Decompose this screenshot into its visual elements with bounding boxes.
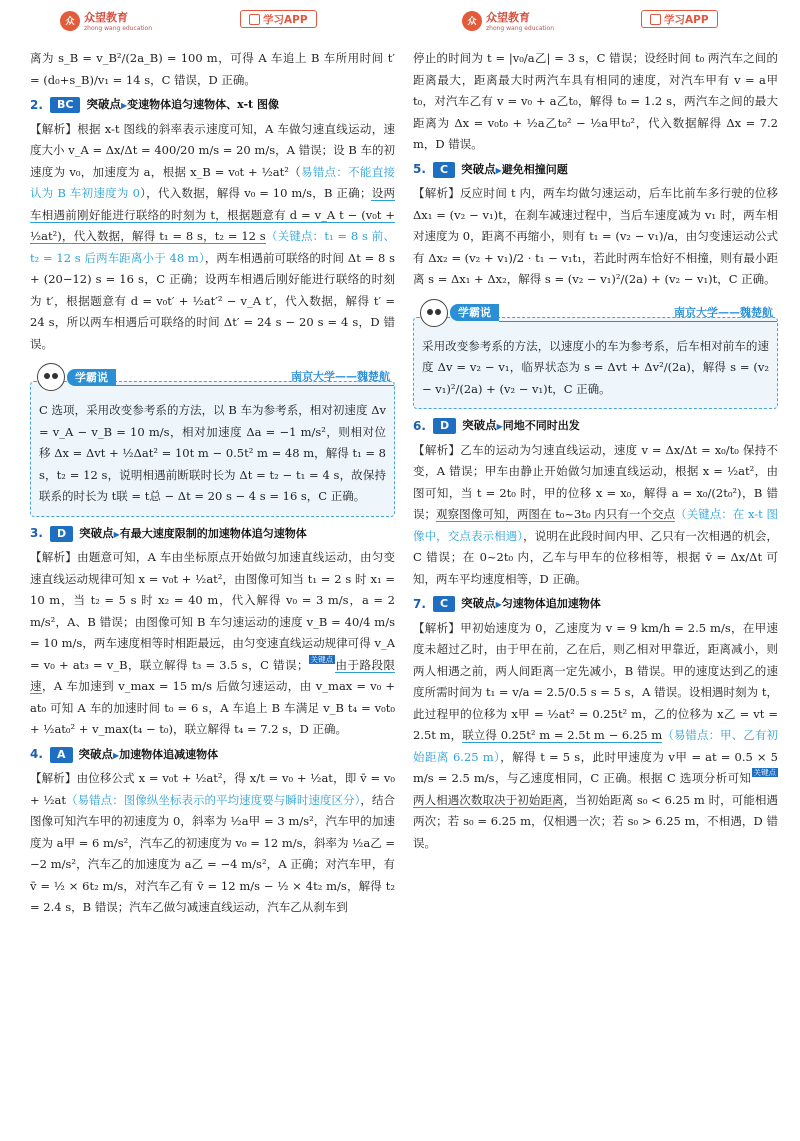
q6-keypoint: （关键点：在 x-t 图像中，交点表示相遇）: [413, 507, 778, 543]
q3-answer-badge: D: [50, 526, 73, 542]
arrow-icon: ▶: [113, 529, 120, 539]
q4-topic: 加速物体追减速物体: [119, 747, 219, 761]
q5-number: 5.: [413, 162, 426, 176]
q2-topic-label: 突破点: [86, 97, 121, 111]
xueba-text: C 选项，采用改变参考系的方法，以 B 车为参考系，相对初速度 Δv = v_A − v_B = 10 m/s，相对加速度 Δa = −1 m/s²，则相对位移 Δx = Δvt + ½Δat² = 10t m − 0.5t² m = 48 m，解得 t₁ = 8 s，t₂ = 12 s，说明相遇前断联时长为 Δt = t₂ − t₁ = 4 s，故保持联系的时长为 t联 = t总 − Δt = 20 s − 4 s = 16 s，C 正确。: [39, 403, 386, 503]
q2-topic: 变速物体追匀速物体、x-t 图像: [127, 98, 279, 111]
q4-analysis: [30, 768, 395, 919]
q5-answer-badge: C: [433, 162, 455, 178]
q3-topic: 有最大速度限制的加速物体追匀速物体: [119, 526, 307, 540]
q6-header: [413, 415, 778, 438]
q5-topic: 避免相撞问题: [501, 162, 568, 176]
app-icon: [249, 14, 260, 25]
q3-number: 3.: [30, 526, 43, 540]
q6-topic-label: 突破点: [462, 418, 497, 432]
q3-header: [30, 523, 395, 546]
q7-answer-badge: C: [433, 596, 455, 612]
xueba-box-header: [37, 364, 394, 390]
q7-text-a: 【解析】甲初始速度为 0，乙速度为 v = 9 km/h = 2.5 m/s，在甲速度未超过乙时，由于甲在前，乙在后，则乙相对甲靠近，距离减小，则两人相遇之前，两人间距离一定先减小，B 错误。甲的速度达到乙的速度所需时间为 t₁ = v/a = 2.5/0.5 s = 5 s，A 错误。设相遇时刻为 t，此过程甲的位移为 x甲 = ½at² = 0.25t² m，乙的位移为 x乙 = vt = 2.5t m，: [413, 620, 778, 742]
q6-topic: 同地不同时出发: [502, 419, 580, 432]
q6-text-a: 【解析】乙车的运动为匀速直线运动，速度 v = Δx/Δt = x₀/t₀ 保持不变，A 错误；甲车由静止开始做匀加速直线运动，根据 x = ½at²，由图可知，当 t = 2t₀ 时，甲的位移 x = x₀，解得 a = x₀/(2t₀²)，B 错误；: [413, 442, 778, 521]
owl-mascot-icon: [420, 299, 448, 327]
q4-answer-badge: A: [50, 747, 73, 763]
q2-text-c: ，两车相遇前可联络的时间 Δt = 8 s + (20−12) s = 16 s，C 正确；设两车相遇后刚好能进行联络的时刻为 t′，根据题意有 d = v₀t′ + ½at′² − v_A t′，代入数据，解得 t′ = 24 s，所以两车相遇后可联络的时间 Δt′ = 24 s − 20 s = 4 s，D 错误。: [30, 250, 396, 351]
q6-underline: 观察图像可知，两图在 t₀~3t₀ 内只有一个交点: [436, 507, 676, 521]
brand-sub: zhong wang education: [84, 25, 153, 32]
xueba-title: 学霸说: [450, 304, 499, 321]
app-badge[interactable]: [240, 10, 317, 28]
q4-number: 4.: [30, 747, 43, 761]
xueba-box-1: [30, 370, 395, 517]
xueba-source: 南京大学——魏楚航: [499, 304, 777, 322]
q5-analysis: 【解析】反应时间 t 内，两车均做匀速运动，后车比前车多行驶的位移 Δx₁ = (v₂ − v₁)t，在刹车减速过程中，当后车速度减为 v₁ 时，两车相对速度为 0，距离不再缩小，则有 t₁ = (v₂ − v₁)/a，由匀变速运动公式有 Δx₂ = (v₂ + v₁)/2 · t₁ − v₁t₁，若此时两车恰好不相撞，则有最小距离 s = Δx₁ + Δx₂，解得 s = (v₂ − v₁)²/(2a) + (v₂ − v₁)t，C 正确。: [413, 186, 778, 286]
brand-sub: zhong wang education: [486, 25, 555, 32]
app-icon: [650, 14, 661, 25]
q7-text-c: ，当初始距离 s₀ < 6.25 m 时，可能相遇两次；若 s₀ = 6.25 m，仅相遇一次；若 s₀ > 6.25 m，不相遇，D 错误。: [413, 792, 779, 850]
q5-topic-label: 突破点: [461, 161, 496, 176]
q6-number: 6.: [413, 418, 426, 433]
owl-mascot-icon: [37, 363, 65, 391]
brand-name: 众望教育: [486, 11, 530, 24]
q2-underline: 设两车相遇前刚好能进行联络的时刻为 t，根据题意有 d = v_A t − (v₀t + ½at²)，代入数据，解得 t₁ = 8 s，t₂ = 12 s: [30, 186, 395, 243]
xueba-source: 南京大学——魏楚航: [116, 368, 394, 386]
right-intro: 停止的时间为 t = |v₀/a乙| = 3 s，C 错误；设经时间 t₀ 两汽车之间的距离最大，距离最大时两汽车具有相同的速度，对汽车甲有 v = a甲t₀，对汽车乙有 v = v₀ + a乙t₀，解得 t₀ = 1.2 s，两汽车之间的最大距离为 Δx = v₀t₀ + ½a乙t₀² − ½a甲t₀²，代入数据解得 Δx = 7.2 m，D 错误。: [413, 51, 778, 151]
q4-tip: （易错点：图像纵坐标表示的平均速度要与瞬时速度区分）: [65, 792, 361, 807]
keypoint-badge: 关键点: [753, 768, 776, 777]
q2-number: 2.: [30, 97, 43, 112]
brand-logo-icon: 众: [462, 11, 482, 31]
q3-text-b: ，A 车加速到 v_max = 15 m/s 后做匀速运动，由 v_max = v₀ + at₀ 可知 A 车的加速时间 t₀ = 6 s，A 车追上 B 车满足 v_B t₄ = v₀t₀ + ½at₀² + v_max(t₄ − t₀)，联立解得 t₄ = 7.2 s，D 正确。: [30, 679, 395, 736]
q3-analysis: [30, 547, 395, 741]
arrow-icon: ▶: [120, 101, 128, 110]
arrow-icon: ▶: [113, 750, 120, 760]
q4-header: [30, 744, 395, 767]
q2-text-a: 【解析】根据 x-t 图线的斜率表示速度可知，A 车做匀速直线运动，速度大小 v_A = Δx/Δt = 400/20 m/s = 20 m/s，A 错误；设 B 车的初速度为 v₀，加速度为 a，根据 x_B = v₀t + ½at²（: [30, 121, 395, 179]
brand-name: 众望教育: [84, 11, 128, 24]
q3-text-a: 【解析】由题意可知，A 车由坐标原点开始做匀加速直线运动，由匀变速直线运动规律可知 x = v₀t + ½at²，由图像可知当 t₁ = 2 s 时 x₁ = 10 m，当 t₂ = 5 s 时 x₂ = 40 m，代入解得 v₀ = 3 m/s，a = 2 m/s²，A、B 错误；由图像可知 B 车匀速运动的速度 v_B = 40/4 m/s = 10 m/s，两车速度相等时相距最远，由匀变速直线运动规律可得 v_A = v₀ + at₃ = v_B，联立解得 t₃ = 3.5 s，C 错误；: [30, 550, 395, 672]
q2-analysis: [30, 119, 395, 356]
q4-topic-label: 突破点: [78, 746, 114, 761]
q4-text-b: ，结合图像可知汽车甲的初速度为 0，斜率为 ½a甲 = 3 m/s²，汽车甲的加速度为 a甲 = 6 m/s²，汽车乙的初速度为 v₀ = 12 m/s，斜率为 ½a乙 = −2 m/s²，汽车乙的加速度为 a乙 = −4 m/s²，A 正确；对汽车甲，有 v̄ = ½ × 6t₂ m/s，对汽车乙有 v̄ = 12 m/s − ½ × 4t₂ m/s，解得 t₂ = 2.4 s，B 错误；汽车乙做匀减速直线运动，汽车乙从刹车到: [30, 792, 396, 914]
q7-topic: 匀速物体追加速物体: [501, 597, 601, 610]
q2-tip: 易错点：不能直接认为 B 车初速度为 0: [30, 164, 395, 200]
q7-number: 7.: [413, 596, 426, 611]
q6-analysis: [413, 440, 778, 591]
q7-topic-label: 突破点: [461, 596, 496, 610]
q7-underline-1: 联立得 0.25t² m = 2.5t m − 6.25 m: [462, 728, 663, 742]
arrow-icon: ▶: [496, 422, 503, 431]
q6-text-b: ，说明在此段时间内甲、乙只有一次相遇的机会，C 错误；在 0~2t₀ 内，乙车与甲车的位移相等，根据 v̄ = Δx/Δt 可知，两车平均速度相等，D 正确。: [413, 528, 779, 586]
q4-text-a: 【解析】由位移公式 x = v₀t + ½at²，得 x/t = v₀ + ½at，即 v̄ = v₀ + ½at: [30, 771, 395, 807]
brand-logo: [60, 9, 152, 32]
xueba-box-2: [413, 305, 778, 410]
brand-logo-right: [462, 9, 554, 32]
brand-logo-icon: 众: [60, 11, 80, 31]
xueba-title: 学霸说: [67, 369, 116, 386]
app-label: 学习APP: [664, 13, 709, 26]
arrow-icon: ▶: [495, 600, 502, 609]
q7-header: [413, 593, 778, 616]
right-column: [413, 48, 778, 856]
q2-keypoint: （关键点：t₁ = 8 s 前、t₂ = 12 s 后两车距离小于 48 m）: [30, 229, 395, 265]
left-column: [30, 48, 395, 921]
left-intro: 离为 s_B = v_B²/(2a_B) = 100 m，可得 A 车追上 B 车所用时间 t′ = (d₀+s_B)/v₁ = 14 s，C 错误，D 正确。: [30, 51, 395, 87]
app-badge-right[interactable]: [641, 10, 718, 28]
q2-header: [30, 94, 395, 117]
q7-text-b: ，解得 t = 5 s，此时甲速度为 v甲 = at = 0.5 × 5 m/s = 2.5 m/s，与乙速度相同，C 正确。根据 C 选项分析可知: [413, 749, 779, 785]
q7-analysis: [413, 618, 778, 855]
q2-answer-badge: BC: [50, 97, 80, 113]
xueba-text: 采用改变参考系的方法，以速度小的车为参考系，后车相对前车的速度 Δv = v₂ − v₁，临界状态为 s = Δvt + Δv²/(2a)，解得 s = (v₂ − v₁)²/(2a) + (v₂ − v₁)t，C 正确。: [422, 338, 769, 396]
keypoint-badge: 关键点: [310, 654, 334, 664]
app-label: 学习APP: [263, 13, 308, 26]
q6-answer-badge: D: [433, 418, 456, 434]
q3-topic-label: 突破点: [79, 525, 114, 540]
q3-underline: 由于路段限速: [30, 657, 396, 693]
page-header: [0, 0, 800, 42]
q7-underline-2: 两人相遇次数取决于初始距离: [413, 792, 564, 807]
q5-header: [413, 159, 778, 182]
arrow-icon: ▶: [495, 165, 502, 175]
q2-text-b: ），代入数据，解得 v₀ = 10 m/s，B 正确；: [139, 186, 372, 200]
q7-tip: （易错点：甲、乙有初始距离 6.25 m）: [413, 728, 778, 764]
xueba-box-header: [420, 300, 777, 326]
